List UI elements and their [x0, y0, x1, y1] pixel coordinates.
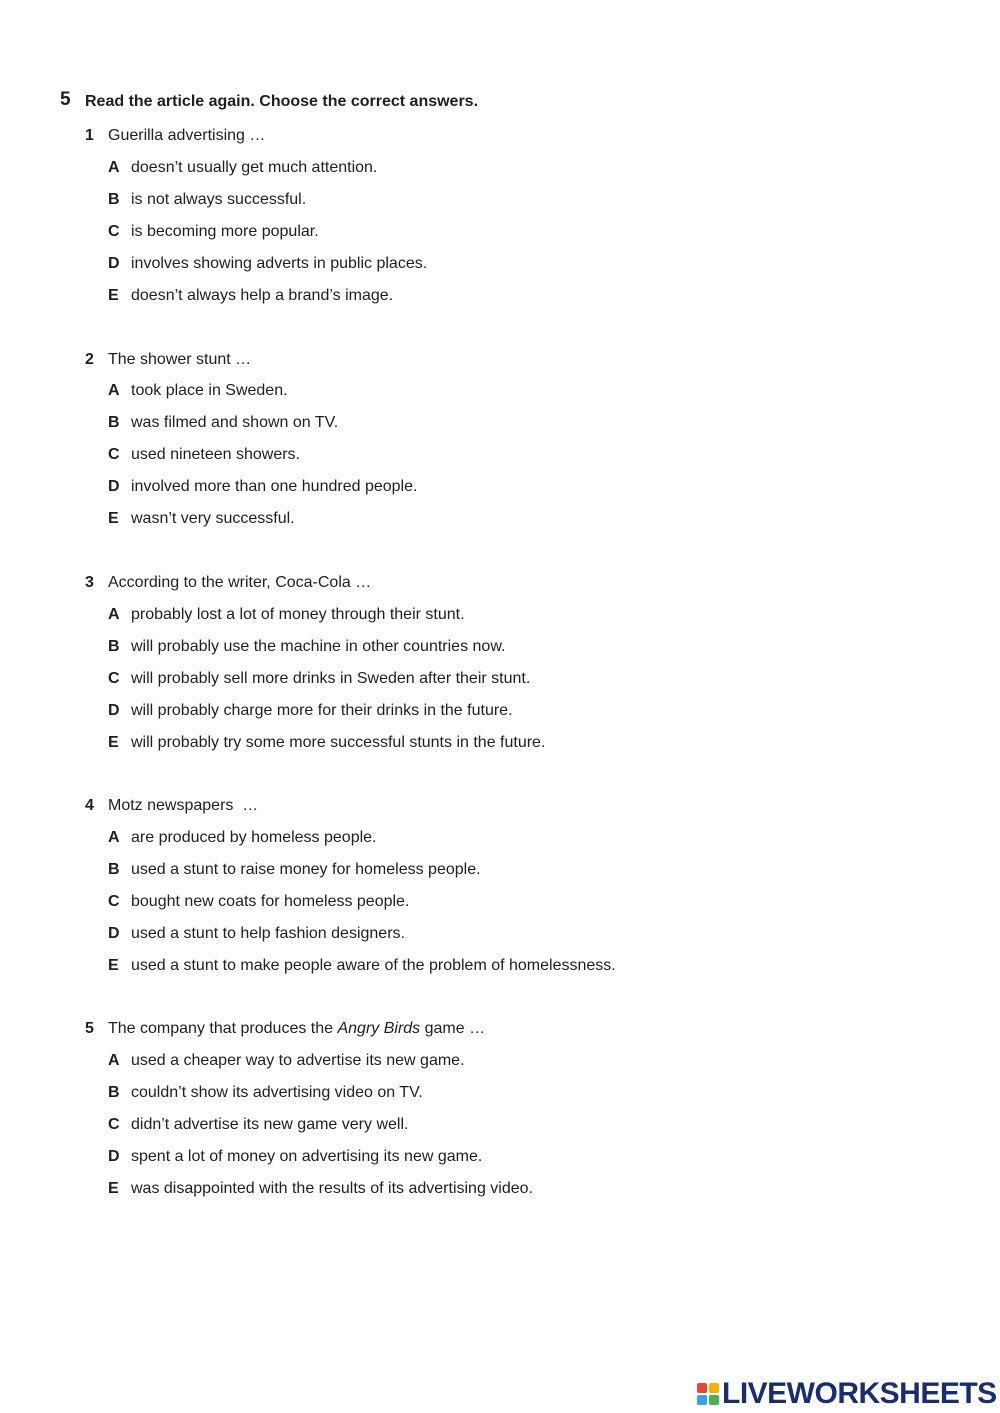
- option-text: is becoming more popular.: [131, 223, 319, 240]
- option-letter: C: [108, 446, 120, 463]
- option-letter: A: [108, 1052, 120, 1069]
- option-letter: E: [108, 734, 119, 751]
- option-letter: C: [108, 223, 120, 240]
- option-text: doesn’t usually get much attention.: [131, 159, 378, 176]
- option-text: involved more than one hundred people.: [131, 478, 418, 495]
- option-letter: A: [108, 159, 120, 176]
- question-stem: [85, 795, 258, 817]
- option-e[interactable]: [108, 732, 545, 754]
- brand-name: LIVEWORKSHEETS: [722, 1377, 997, 1410]
- question-text: The shower stunt …: [108, 351, 252, 368]
- question-number: 5: [85, 1020, 94, 1037]
- question-stem: [85, 1018, 485, 1040]
- option-b[interactable]: [108, 1082, 423, 1104]
- logo-square-blue: [697, 1395, 707, 1405]
- option-text: will probably sell more drinks in Sweden after their stunt.: [131, 670, 531, 687]
- option-b[interactable]: [108, 189, 306, 211]
- option-letter: D: [108, 925, 120, 942]
- question-text: Motz newspapers …: [108, 797, 259, 814]
- question-text: Guerilla advertising …: [108, 127, 266, 144]
- question-text-before: The company that produces the: [108, 1020, 338, 1037]
- option-text: couldn’t show its advertising video on TV.: [131, 1084, 423, 1101]
- option-letter: C: [108, 1116, 120, 1133]
- option-text: probably lost a lot of money through their stunt.: [131, 606, 465, 623]
- option-letter: E: [108, 287, 119, 304]
- question-text: According to the writer, Coca-Cola …: [108, 574, 372, 591]
- option-letter: E: [108, 957, 119, 974]
- option-text: used a stunt to raise money for homeless people.: [131, 861, 481, 878]
- logo-square-red: [697, 1383, 707, 1393]
- option-letter: B: [108, 191, 120, 208]
- option-b[interactable]: [108, 412, 338, 434]
- option-c[interactable]: [108, 444, 300, 466]
- option-letter: A: [108, 606, 120, 623]
- option-text: used a stunt to make people aware of the problem of homelessness.: [131, 957, 616, 974]
- option-b[interactable]: [108, 859, 481, 881]
- option-c[interactable]: [108, 1114, 408, 1136]
- logo-square-green: [709, 1395, 719, 1405]
- liveworksheets-logo-icon: [697, 1383, 719, 1405]
- logo-square-yellow: [709, 1383, 719, 1393]
- question-number: 2: [85, 351, 94, 368]
- option-d[interactable]: [108, 476, 417, 498]
- question-stem: [85, 349, 251, 371]
- option-letter: E: [108, 510, 119, 527]
- option-letter: D: [108, 702, 120, 719]
- option-text: spent a lot of money on advertising its new game.: [131, 1148, 483, 1165]
- option-text: took place in Sweden.: [131, 382, 288, 399]
- option-letter: D: [108, 1148, 120, 1165]
- liveworksheets-logo[interactable]: [697, 1379, 997, 1409]
- option-e[interactable]: [108, 508, 295, 530]
- option-text: was filmed and shown on TV.: [131, 414, 339, 431]
- question-number: 1: [85, 127, 94, 144]
- option-text: used nineteen showers.: [131, 446, 300, 463]
- option-text: used a stunt to help fashion designers.: [131, 925, 405, 942]
- question-text-after: game …: [420, 1020, 486, 1037]
- exercise-instruction: Read the article again. Choose the correct answers.: [85, 93, 479, 110]
- question-stem: [85, 125, 265, 147]
- option-d[interactable]: [108, 253, 427, 275]
- option-letter: A: [108, 382, 120, 399]
- option-c[interactable]: [108, 668, 530, 690]
- option-e[interactable]: [108, 285, 393, 307]
- option-d[interactable]: [108, 923, 405, 945]
- option-text: didn’t advertise its new game very well.: [131, 1116, 409, 1133]
- option-letter: A: [108, 829, 120, 846]
- option-a[interactable]: [108, 1050, 465, 1072]
- option-a[interactable]: [108, 604, 465, 626]
- option-letter: B: [108, 414, 120, 431]
- option-letter: D: [108, 478, 120, 495]
- option-text: involves showing adverts in public places.: [131, 255, 428, 272]
- option-d[interactable]: [108, 1146, 482, 1168]
- question-stem: [85, 572, 371, 594]
- question-text: [108, 1020, 485, 1037]
- option-text: used a cheaper way to advertise its new game.: [131, 1052, 465, 1069]
- game-title: Angry Birds: [337, 1020, 421, 1037]
- option-text: will probably try some more successful stunts in the future.: [131, 734, 546, 751]
- option-e[interactable]: [108, 955, 616, 977]
- option-text: will probably charge more for their drinks in the future.: [131, 702, 513, 719]
- option-text: will probably use the machine in other countries now.: [131, 638, 506, 655]
- question-number: 3: [85, 574, 94, 591]
- option-text: wasn’t very successful.: [131, 510, 295, 527]
- option-a[interactable]: [108, 157, 377, 179]
- option-d[interactable]: [108, 700, 513, 722]
- option-letter: D: [108, 255, 120, 272]
- option-e[interactable]: [108, 1178, 533, 1200]
- option-letter: B: [108, 638, 120, 655]
- option-letter: B: [108, 861, 120, 878]
- option-letter: E: [108, 1180, 119, 1197]
- option-text: was disappointed with the results of its advertising video.: [131, 1180, 533, 1197]
- option-b[interactable]: [108, 636, 505, 658]
- option-text: bought new coats for homeless people.: [131, 893, 410, 910]
- exercise-number: 5: [60, 89, 71, 110]
- question-number: 4: [85, 797, 94, 814]
- option-a[interactable]: [108, 380, 288, 402]
- option-text: are produced by homeless people.: [131, 829, 377, 846]
- option-c[interactable]: [108, 891, 409, 913]
- option-letter: C: [108, 670, 120, 687]
- option-a[interactable]: [108, 827, 377, 849]
- option-letter: B: [108, 1084, 120, 1101]
- option-text: is not always successful.: [131, 191, 307, 208]
- option-text: doesn’t always help a brand’s image.: [131, 287, 394, 304]
- option-c[interactable]: [108, 221, 319, 243]
- option-letter: C: [108, 893, 120, 910]
